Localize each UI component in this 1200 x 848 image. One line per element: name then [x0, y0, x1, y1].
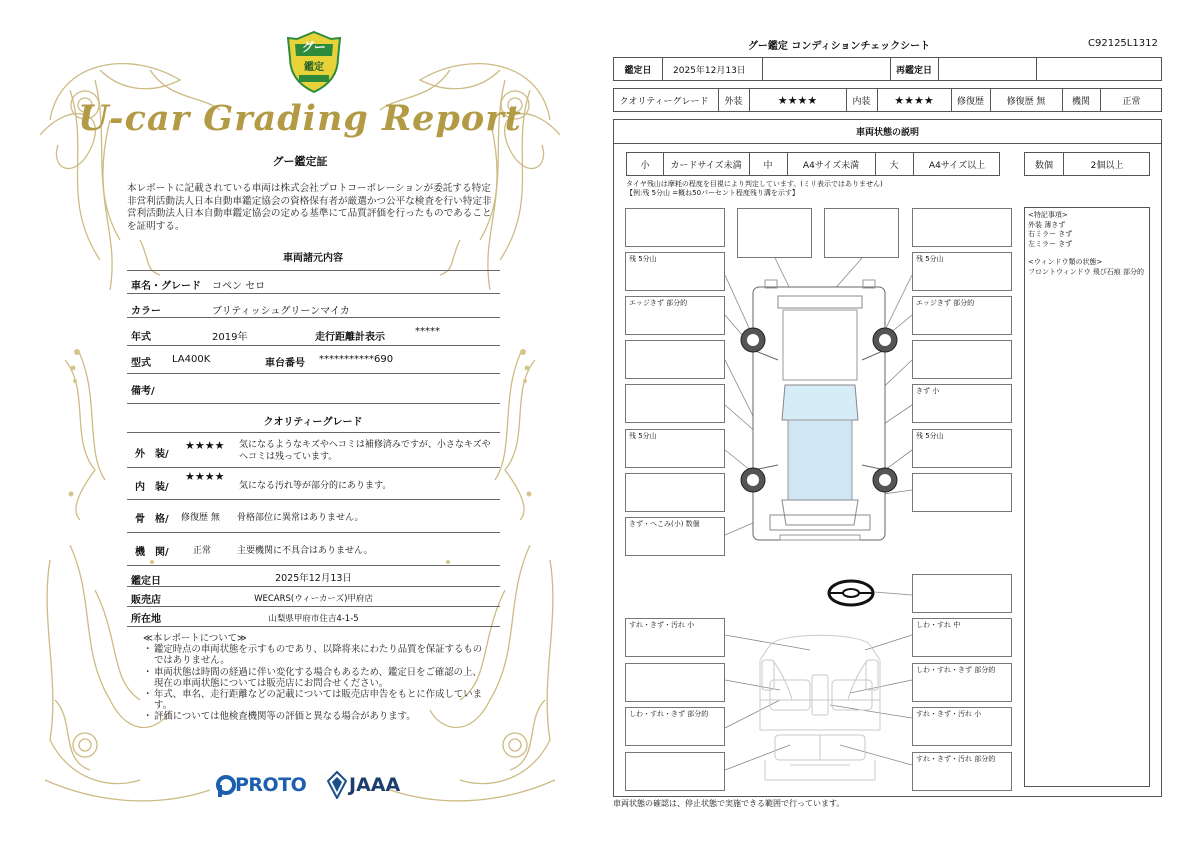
- interior-label: 内装: [852, 96, 871, 107]
- legend-large-desc: A4サイズ以上: [928, 160, 986, 171]
- report-notes: [143, 633, 488, 723]
- sheet-title: グー鑑定 コンディションチェックシート: [747, 41, 931, 52]
- quality-section-title: クオリティーグレード: [263, 417, 363, 428]
- special-note: 外装 薄きず: [1028, 220, 1066, 229]
- exterior-value: ★★★★: [777, 93, 818, 107]
- remarks-label: 備考/: [131, 386, 155, 397]
- interior-comment-box: すれ・きず・汚れ 小: [912, 707, 1012, 746]
- legend-large: 大: [889, 160, 899, 171]
- exterior-comment-box: 残 5分山: [625, 429, 725, 468]
- report-title: U-car Grading Report: [78, 98, 522, 139]
- spec-row-year: [127, 318, 500, 346]
- spec-row-color: [127, 294, 500, 318]
- vehicle-diagram: [600, 0, 1200, 848]
- regrade-date-label: 再鑑定日: [895, 65, 932, 76]
- spec-section-title: 車両諸元内容: [283, 253, 343, 264]
- color-label: カラー: [131, 306, 161, 317]
- mileage-label: 走行距離計表示: [315, 332, 385, 343]
- location-row: [127, 607, 500, 627]
- engine-label: 機関: [1071, 96, 1090, 107]
- quality-value: ★★★★: [185, 470, 225, 483]
- badge-bottom-text: 鑑定: [304, 62, 324, 73]
- dealer-label: 販売店: [131, 595, 161, 606]
- repair-history-value: 修復歴 無: [1006, 96, 1046, 107]
- report-note: ・ 鑑定時点の車両状態を示すものであり、以降将来にわたり品質を保証するものではありません。: [143, 644, 488, 666]
- location-value: 山梨県甲府市住吉4-1-5: [268, 614, 359, 624]
- condition-check-sheet: [600, 0, 1200, 848]
- quality-value: ★★★★: [185, 439, 225, 452]
- car-interior-view: [760, 635, 880, 780]
- exterior-comment-box: きず 小: [912, 384, 1012, 423]
- spec-row-remarks: [127, 374, 500, 404]
- spec-row-name: [127, 270, 500, 294]
- quality-comment: 骨格部位に異常はありません。: [237, 513, 364, 523]
- proto-logo-text: PROTO: [235, 774, 307, 796]
- color-value: ブリティッシュグリーンマイカ: [212, 306, 350, 317]
- exterior-comment-box: きず・へこみ(小) 数個: [625, 517, 725, 556]
- badge-top-text: グー: [301, 40, 326, 54]
- spec-row-model: [127, 346, 500, 374]
- interior-comment-box: すれ・きず・汚れ 部分的: [912, 752, 1012, 791]
- sheet-footer: 車両状態の確認は、停止状態で実施できる範囲で行っています。: [613, 799, 845, 808]
- grading-date-label: 鑑定日: [131, 576, 161, 587]
- grading-date-value: 2025年12月13日: [275, 573, 352, 584]
- special-note: 左ミラー きず: [1028, 239, 1073, 248]
- certificate-title: グー鑑定証: [272, 155, 328, 168]
- exterior-comment-box: 残 5分山: [912, 429, 1012, 468]
- jaaa-logo-icon: [327, 771, 347, 799]
- quality-row-interior: [127, 468, 500, 500]
- mileage-value: *****: [415, 326, 440, 337]
- special-notes-title: <特記事項>: [1028, 211, 1068, 219]
- certificate-body: 本レポートに記載されている車両は株式会社プロトコーポレーションが委託する特定非営利活動法人日本自動車鑑定協会の資格保有者が厳選かつ公平な検査を行い特定非営利活動法人日本自動車鑑定協会の定める基準にて品質評価を行ったものであることを証明する。: [127, 183, 492, 232]
- logo-area: [215, 768, 415, 804]
- quality-comment: 主要機関に不具合はありません。: [237, 546, 373, 556]
- interior-value: ★★★★: [894, 93, 934, 107]
- model-value: LA400K: [172, 354, 211, 365]
- chassis-label: 車台番号: [265, 358, 305, 369]
- exterior-comment-box: エッジきず 部分的: [912, 296, 1012, 335]
- interior-comment-box: しわ・すれ・きず 部分的: [912, 663, 1012, 702]
- dealer-row: [127, 587, 500, 607]
- grading-date-row: [127, 566, 500, 587]
- condition-title: 車両状態の説明: [614, 120, 1161, 144]
- window-note: フロントウィンドウ 飛び石痕 部分的: [1028, 267, 1145, 276]
- legend-mid-desc: A4サイズ未満: [802, 160, 860, 171]
- interior-comment-box: すれ・きず・汚れ 小: [625, 618, 725, 657]
- sheet-code: C92125L1312: [1088, 38, 1158, 49]
- quality-comment: 気になるようなキズやヘコミは補修済みですが、小さなキズやヘコミは残っています。: [239, 440, 491, 462]
- window-notes-title: <ウィンドウ類の状態>: [1028, 258, 1103, 266]
- quality-row-frame: [127, 500, 500, 533]
- chassis-value: ***********690: [319, 354, 394, 365]
- quality-comment: 気になる汚れ等が部分的にあります。: [239, 481, 392, 491]
- quality-grade-label: クオリティーグレード: [619, 96, 709, 107]
- proto-logo-icon: [215, 774, 237, 798]
- year-label: 年式: [131, 332, 151, 343]
- legend-mid: 中: [763, 160, 773, 171]
- quality-label: 機 関/: [135, 547, 169, 558]
- repair-history-label: 修復歴: [956, 96, 984, 107]
- name-value: コペン セロ: [212, 281, 266, 292]
- quality-value: 正常: [193, 546, 212, 556]
- tire-note: タイヤ残山は摩耗の程度を目視により判定しています。(ミリ表示ではありません): [626, 180, 883, 188]
- jaaa-logo-text: JAAA: [349, 774, 401, 796]
- year-value: 2019年: [212, 332, 248, 343]
- grading-date-value: 2025年12月13日: [673, 65, 746, 76]
- quality-value: 修復歴 無: [181, 513, 220, 523]
- name-label: 車名・グレード: [131, 281, 201, 292]
- car-topview: [753, 280, 885, 540]
- engine-value: 正常: [1122, 96, 1141, 107]
- dealer-value: WECARS(ウィーカーズ)甲府店: [254, 594, 373, 604]
- grading-date-label: 鑑定日: [624, 65, 652, 76]
- report-note: ・ 車両状態は時間の経過に伴い変化する場合もあるため、鑑定日をご確認の上、現在の車両状態については販売店にお問合せください。: [143, 667, 488, 689]
- tire-example: 【例:残 5分山 =概ね50パーセント程度残り溝を示す】: [626, 189, 799, 197]
- location-label: 所在地: [131, 614, 161, 625]
- quality-row-engine: [127, 533, 500, 566]
- steering-wheel-icon: [829, 581, 873, 605]
- report-note: ・ 評価については他検査機関等の評価と異なる場合があります。: [143, 711, 488, 722]
- legend-count-desc: 2個以上: [1090, 160, 1124, 171]
- special-note: 右ミラー きず: [1028, 230, 1073, 238]
- interior-comment-box: しわ・すれ・きず 部分的: [625, 707, 725, 746]
- quality-label: 骨 格/: [135, 514, 169, 525]
- model-label: 型式: [131, 358, 151, 369]
- exterior-label: 外装: [724, 96, 743, 107]
- quality-row-exterior: [127, 432, 500, 468]
- interior-comment-box: しわ・すれ 中: [912, 618, 1012, 657]
- legend-count: 数個: [1034, 160, 1053, 171]
- exterior-comment-box: エッジきず 部分的: [625, 296, 725, 335]
- exterior-comment-box: 残 5分山: [625, 252, 725, 291]
- quality-label: 外 装/: [135, 449, 169, 460]
- report-notes-title: ≪本レポートについて≫: [143, 633, 247, 644]
- legend-small: 小: [640, 160, 650, 171]
- report-note: ・ 年式、車名、走行距離などの記載については販売店申告をもとに作成しています。: [143, 689, 488, 711]
- legend-small-desc: カードサイズ未満: [670, 160, 742, 171]
- exterior-comment-box: 残 5分山: [912, 252, 1012, 291]
- quality-label: 内 装/: [135, 482, 169, 493]
